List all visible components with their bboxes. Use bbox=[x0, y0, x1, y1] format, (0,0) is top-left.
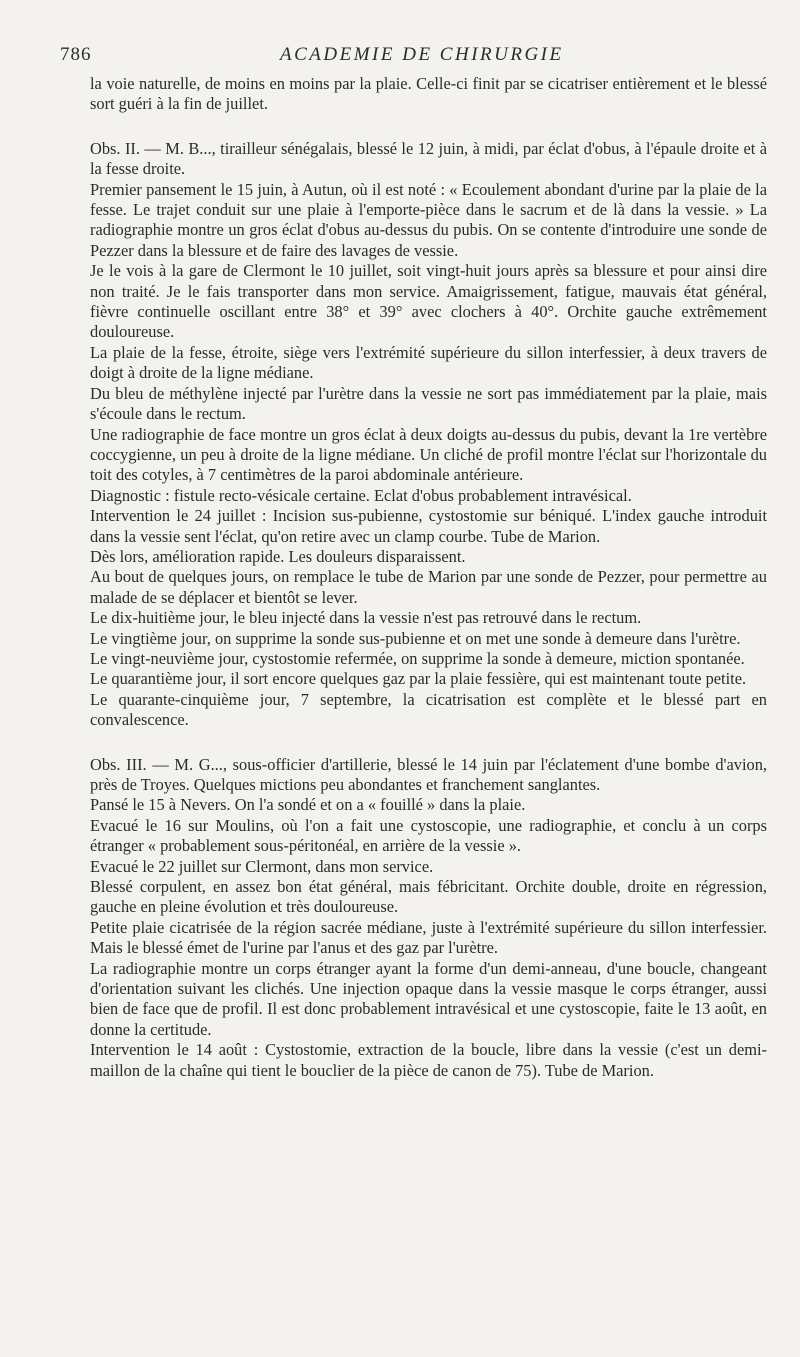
paragraph: Intervention le 24 juillet : Incision sus-pubienne, cystostomie sur béniqué. L'index gauche introduit dans la vessie sent l'éclat, qu'on retire avec un clamp courbe. Tube de Marion. bbox=[90, 506, 767, 546]
paragraph: Du bleu de méthylène injecté par l'urètre dans la vessie ne sort pas immédiatement par la plaie, mais s'écoule dans le rectum. bbox=[90, 383, 767, 424]
paragraph: Petite plaie cicatrisée de la région sacrée médiane, juste à l'extrémité supérieure du sillon interfessier. Mais le blessé émet de l'urine par l'anus et des gaz par l'urètre. bbox=[90, 917, 767, 958]
paragraph: la voie naturelle, de moins en moins par la plaie. Celle-ci finit par se cicatriser entièrement et le blessé sort guéri à la fin de juillet. bbox=[90, 74, 767, 114]
paragraph: Au bout de quelques jours, on remplace le tube de Marion par une sonde de Pezzer, pour permettre au malade de se déplacer et bientôt se lever. bbox=[90, 567, 767, 607]
section-gap bbox=[90, 115, 767, 139]
running-title: ACADEMIE DE CHIRURGIE bbox=[280, 44, 564, 65]
page-header bbox=[60, 40, 767, 74]
paragraph: Evacué le 22 juillet sur Clermont, dans mon service. bbox=[90, 856, 434, 876]
body-text bbox=[90, 74, 767, 1081]
paragraph: Le vingtième jour, on supprime la sonde sus-pubienne et on met une sonde à demeure dans l'urètre. bbox=[90, 628, 741, 648]
paragraph: Blessé corpulent, en assez bon état général, mais fébricitant. Orchite double, droite en régression, gauche en pleine évolution et très douloureuse. bbox=[90, 877, 767, 917]
paragraph: Dès lors, amélioration rapide. Les douleurs disparaissent. bbox=[90, 546, 466, 566]
section-gap bbox=[90, 731, 767, 755]
paragraph: Une radiographie de face montre un gros éclat à deux doigts au-dessus du pubis, devant la 1re vertèbre coccygienne, un peu à droite de la ligne médiane. Un cliché de profil montre l'éclat sur l'horizontale du toit des cotyles, à 7 centimètres de la paroi abdominale antérieure. bbox=[90, 424, 767, 485]
paragraph: La plaie de la fesse, étroite, siège vers l'extrémité supérieure du sillon interfessier, à deux travers de doigt à droite de la ligne médiane. bbox=[90, 342, 767, 383]
paragraph: Le vingt-neuvième jour, cystostomie refermée, on supprime la sonde à demeure, miction spontanée. bbox=[90, 648, 745, 668]
paragraph: Le dix-huitième jour, le bleu injecté dans la vessie n'est pas retrouvé dans le rectum. bbox=[90, 608, 642, 628]
paragraph: Intervention le 14 août : Cystostomie, extraction de la boucle, libre dans la vessie (c'est un demi-maillon de la chaîne qui tient le bouclier de la pièce de canon de 75). Tube de Marion. bbox=[90, 1040, 767, 1080]
page-number: 786 bbox=[60, 44, 92, 65]
paragraph: Le quarante-cinquième jour, 7 septembre, la cicatrisation est complète et le blessé part en convalescence. bbox=[90, 689, 767, 730]
paragraph: Premier pansement le 15 juin, à Autun, où il est noté : « Ecoulement abondant d'urine par la plaie de la fesse. Le trajet conduit sur une plaie à l'emporte-pièce dans le sacrum et de là dans la vessie. » La radiographie montre un gros éclat d'obus au-dessus du pubis. On se contente d'introduire une sonde de Pezzer dans la blessure et de faire des lavages de vessie. bbox=[90, 179, 767, 260]
paragraph: Diagnostic : fistule recto-vésicale certaine. Eclat d'obus probablement intravésical. bbox=[90, 485, 632, 505]
paragraph: Obs. II. — M. B..., tirailleur sénégalais, blessé le 12 juin, à midi, par éclat d'obus, à l'épaule droite et à la fesse droite. bbox=[90, 138, 767, 179]
paragraph: Obs. III. — M. G..., sous-officier d'artillerie, blessé le 14 juin par l'éclatement d'une bombe d'avion, près de Troyes. Quelques mictions peu abondantes et franchement sanglantes. bbox=[90, 754, 767, 794]
paragraph: La radiographie montre un corps étranger ayant la forme d'un demi-anneau, d'une boucle, changeant d'orientation suivant les clichés. Une injection opaque dans la vessie masque le corps étranger, aussi bien de face que de profil. Il est donc probablement intravésical et une cystoscopie, faite le 13 août, en donne la certitude. bbox=[90, 958, 767, 1039]
paragraph: Je le vois à la gare de Clermont le 10 juillet, soit vingt-huit jours après sa blessure et pour ainsi dire non traité. Je le fais transporter dans mon service. Amaigrissement, fatigue, mauvais état général, fièvre continuelle oscillant entre 38° et 39° avec clochers à 40°. Orchite gauche extrêmement douloureuse. bbox=[90, 261, 767, 342]
paragraph: Le quarantième jour, il sort encore quelques gaz par la plaie fessière, qui est maintenant toute petite. bbox=[90, 669, 747, 689]
paragraph: Evacué le 16 sur Moulins, où l'on a fait une cystoscopie, une radiographie, et conclu à un corps étranger « probablement sous-péritonéal, en arrière de la vessie ». bbox=[90, 815, 767, 856]
paragraph: Pansé le 15 à Nevers. On l'a sondé et on a « fouillé » dans la plaie. bbox=[90, 795, 526, 815]
